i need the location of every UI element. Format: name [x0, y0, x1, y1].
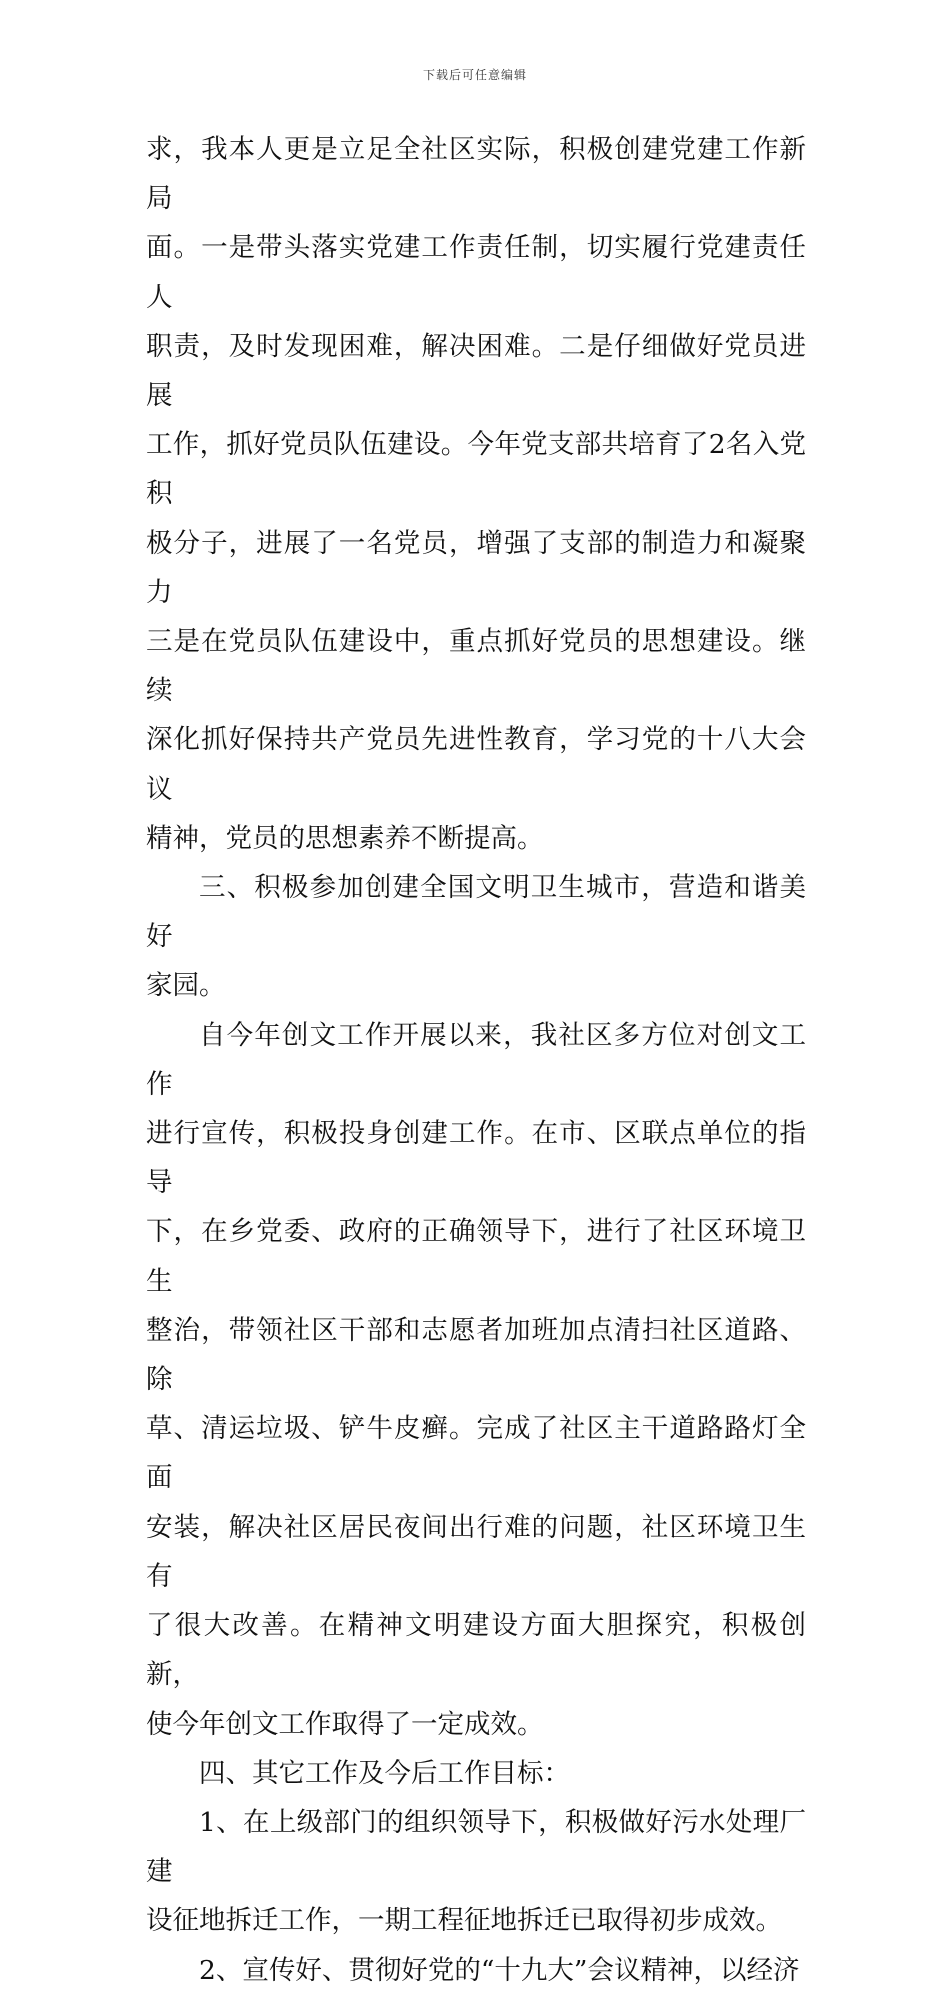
text-line: 安装，解决社区居民夜间出行难的问题，社区环境卫生有: [146, 1511, 806, 1592]
text-line: 深化抓好保持共产党员先进性教育，学习党的十八大会议: [146, 724, 806, 805]
paragraph-party-building: [146, 125, 806, 863]
text-line: 使今年创文工作取得了一定成效。: [146, 1708, 544, 1740]
text-line: 2、宣传好、贯彻好党的“十九大”会议精神，以经济: [199, 1954, 800, 1986]
text-line: 三、积极参加创建全国文明卫生城市，营造和谐美好: [146, 872, 806, 953]
paragraph-civilization: [146, 1011, 806, 1749]
text-line: 三是在党员队伍建设中，重点抓好党员的思想建设。继续: [146, 626, 806, 707]
text-line: 四、其它工作及今后工作目标：: [199, 1757, 570, 1789]
text-line: 求，我本人更是立足全社区实际，积极创建党建工作新局: [146, 134, 806, 215]
text-line: 下，在乡党委、政府的正确领导下，进行了社区环境卫生: [146, 1216, 806, 1297]
paragraph-item-1: [146, 1798, 806, 1946]
section-heading-3: [146, 863, 806, 1011]
text-line: 自今年创文工作开展以来，我社区多方位对创文工作: [146, 1019, 806, 1100]
paragraph-item-2: [146, 1946, 806, 1995]
document-body: [146, 125, 806, 1995]
text-line: 工作，抓好党员队伍建设。今年党支部共培育了2名入党积: [146, 429, 806, 510]
text-line: 家园。: [146, 970, 226, 1002]
text-line: 整治，带领社区干部和志愿者加班加点清扫社区道路、除: [146, 1314, 806, 1396]
text-line: 精神，党员的思想素养不断提高。: [146, 822, 544, 854]
text-line: 设征地拆迁工作，一期工程征地拆迁已取得初步成效。: [146, 1905, 782, 1937]
text-line: 面。一是带头落实党建工作责任制，切实履行党建责任人: [146, 232, 806, 313]
section-heading-4: [146, 1749, 806, 1798]
text-line: 职责，及时发现困难，解决困难。二是仔细做好党员进展: [146, 330, 806, 412]
text-line: 极分子，进展了一名党员，增强了支部的制造力和凝聚力: [146, 527, 806, 608]
text-line: 草、清运垃圾、铲牛皮癣。完成了社区主干道路路灯全面: [146, 1413, 806, 1494]
text-line: 1、在上级部门的组织领导下，积极做好污水处理厂建: [146, 1806, 806, 1888]
download-note: 下载后可任意编辑: [422, 68, 527, 82]
text-line: 了很大改善。在精神文明建设方面大胆探究，积极创新，: [146, 1610, 806, 1691]
text-line: 进行宣传，积极投身创建工作。在市、区联点单位的指导: [146, 1118, 806, 1199]
